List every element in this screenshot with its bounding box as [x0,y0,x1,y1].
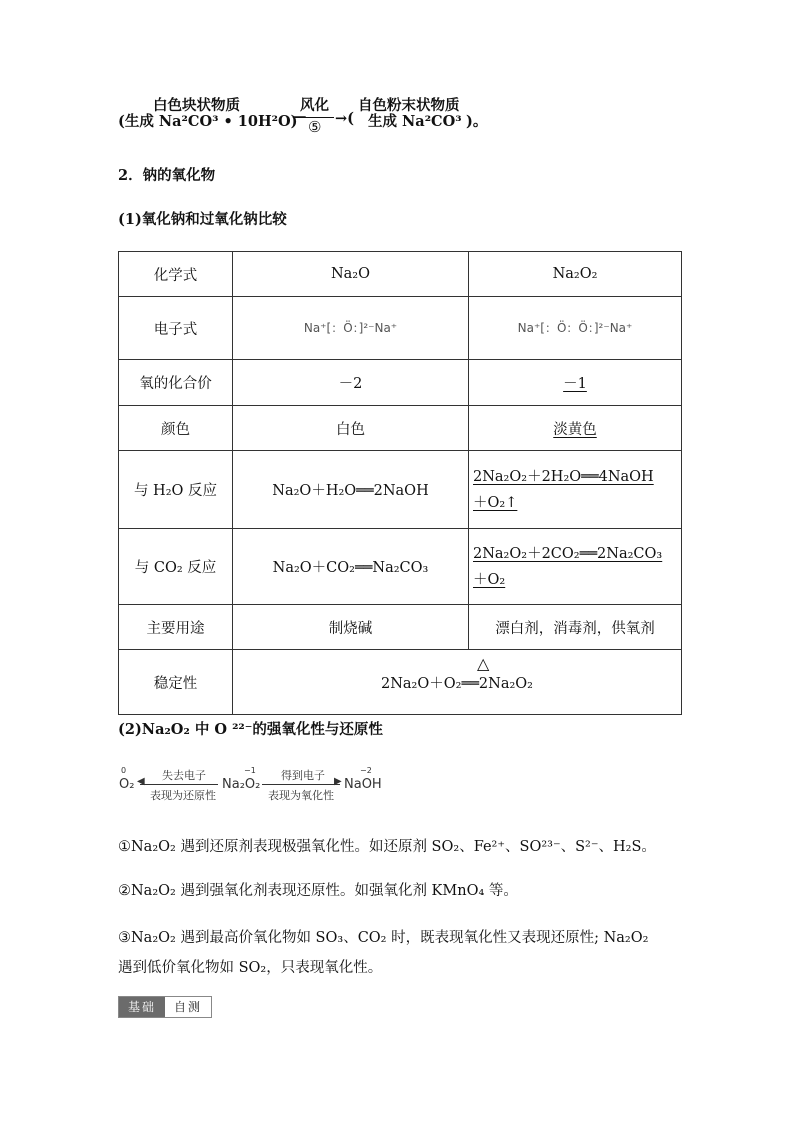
eq-left-below: (生成 Na²CO³ • 10H²O) [118,113,298,130]
table-row [119,297,682,360]
color-na2o2: 淡黄色 [469,406,682,451]
point-3-line-2: 遇到低价氧化物如 SO₂，只表现氧化性。 [118,960,383,976]
point-2: ②Na₂O₂ 遇到强氧化剂表现还原性。如强氧化剂 KMnO₄ 等。 [118,883,518,899]
subsection-title-2: (2)Na₂O₂ 中 O ²²⁻的强氧化性与还原性 [118,721,383,738]
arrow-left-icon [140,784,218,785]
point-1: ①Na₂O₂ 遇到还原剂表现极强氧化性。如还原剂 SO₂、Fe²⁺、SO²³⁻、S²⁻、H₂S。 [118,839,656,855]
as-oxidizing-label: 表现为氧化性 [268,789,334,802]
h2o-reaction-na2o: Na₂O＋H₂O══2NaOH [233,451,469,529]
o2-label: O₂ [119,777,135,792]
table-row [119,605,682,650]
eq-arrow-below: ⑤ [308,118,322,136]
row-label-h2o: 与 H₂O 反应 [119,451,233,529]
basic-self-test-badge [118,996,212,1018]
heat-condition: △ [477,653,490,673]
section-title: 2．钠的氧化物 [118,167,216,184]
row-label-use: 主要用途 [119,605,233,650]
eq-right-above: 自色粉末状物质 [358,97,460,114]
table-row [119,252,682,297]
subsection-title-1: (1)氧化钠和过氧化钠比较 [118,211,287,228]
comparison-table [118,251,682,715]
electron-formula-na2o: Na⁺[：Ö：]²⁻Na⁺ [233,297,469,360]
table-header-cell: Na₂O₂ [469,252,682,297]
table-header-cell: 化学式 [119,252,233,297]
co2-reaction-na2o2: 2Na₂O₂＋2CO₂══2Na₂CO₃ ＋O₂ [469,529,682,605]
use-na2o: 制烧碱 [233,605,469,650]
table-header-cell: Na₂O [233,252,469,297]
stability-equation: △ 2Na₂O＋O₂══2Na₂O₂ [233,650,682,715]
badge-left: 基础 [119,997,165,1017]
valence-na2o2: －1 [469,360,682,406]
eq-right-below: 生成 Na²CO³ [368,113,462,130]
electron-formula-na2o2: Na⁺[：Ö：Ö：]²⁻Na⁺ [469,297,682,360]
eq-left-above: 白色块状物质 [153,97,240,114]
naoh-valence: −2 [360,766,372,775]
row-label-valence: 氧的化合价 [119,360,233,406]
as-reducing-label: 表现为还原性 [150,789,216,802]
naoh-label: NaOH [344,777,382,792]
table-row [119,529,682,605]
na2o2-label: Na₂O₂ [222,777,261,792]
row-label-stability: 稳定性 [119,650,233,715]
color-na2o: 白色 [233,406,469,451]
row-label-electron: 电子式 [119,297,233,360]
valence-na2o: －2 [233,360,469,406]
arrow-left-head: ◀ [137,776,145,787]
badge-right: 自测 [173,1000,202,1014]
row-label-co2: 与 CO₂ 反应 [119,529,233,605]
table-row [119,451,682,529]
point-3-line-1: ③Na₂O₂ 遇到最高价氧化物如 SO₃、CO₂ 时，既表现氧化性又表现还原性; Na₂O₂ [118,930,649,946]
arrow-right-icon [262,784,340,785]
table-row [119,406,682,451]
use-na2o2: 漂白剂，消毒剂，供氧剂 [469,605,682,650]
lose-electron-label: 失去电子 [162,769,206,782]
arrow-right-head: ▶ [334,776,342,787]
na2o2-valence: −1 [244,766,256,775]
row-label-color: 颜色 [119,406,233,451]
co2-reaction-na2o: Na₂O＋CO₂══Na₂CO₃ [233,529,469,605]
table-row [119,360,682,406]
eq-arrow-above: 风化 [300,97,329,114]
eq-right-prefix: →( [335,110,355,127]
h2o-reaction-na2o2: 2Na₂O₂＋2H₂O══4NaOH ＋O₂↑ [469,451,682,529]
table-row [119,650,682,715]
eq-right-suffix: )。 [466,113,488,130]
o2-valence: 0 [121,766,127,775]
eq-arrow-dash: — [292,108,307,125]
gain-electron-label: 得到电子 [281,769,325,782]
